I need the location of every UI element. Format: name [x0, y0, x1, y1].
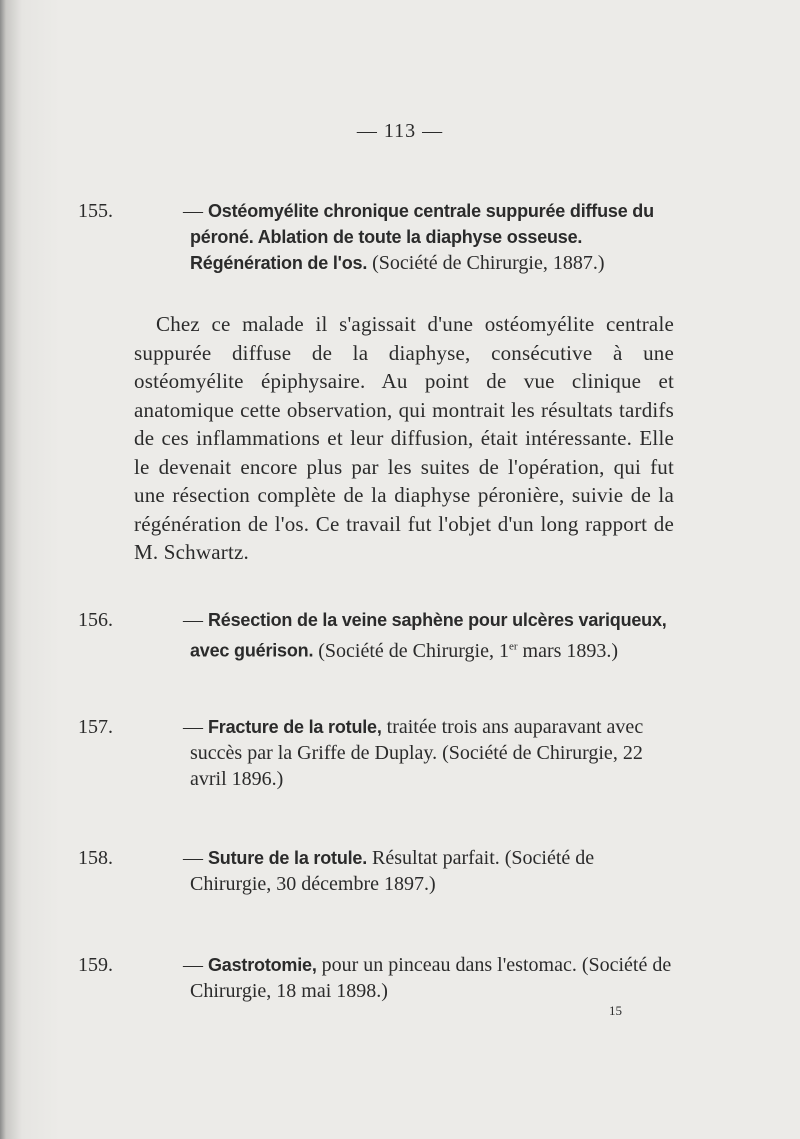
entry-number: 158. — [78, 847, 113, 869]
entry-dash: — — [183, 716, 203, 738]
entry-157 — [78, 714, 674, 792]
entry-dash: — — [183, 954, 203, 976]
entry-reference: (Société de Chirurgie, 1er mars 1893.) — [318, 639, 619, 662]
entry-reference: Résultat parfait. (Société de Chirurgie, 30 décembre 1897.) — [190, 847, 595, 895]
body-paragraph: Chez ce malade il s'agissait d'une ostéomyélite centrale suppurée diffuse de la diaphyse, consécutive à une ostéomyélite épiphysaire. Au point de vue clinique et anatomique cette observation, qui montrait les résultats tardifs de ces inflammations et leur diffusion, était intéressante. Elle le devenait encore plus par les suites de l'opération, qui fut une résection complète de la diaphyse péronière, suivie de la régénération de l'os. Ce travail fut l'objet d'un long rapport de M. Schwartz. — [134, 312, 674, 564]
entry-reference: (Société de Chirurgie, 1887.) — [372, 252, 605, 274]
page-number: — 113 — — [356, 120, 444, 142]
entry-158 — [78, 845, 674, 897]
entry-number: 159. — [78, 954, 113, 976]
entry-number: 156. — [78, 609, 113, 631]
entry-number: 157. — [78, 716, 113, 738]
entry-dash: — — [183, 847, 203, 869]
entry-dash: — — [183, 200, 203, 222]
entry-title: Résection de la veine saphène pour ulcères variqueux, avec guérison. — [190, 610, 667, 661]
signature-mark: 15 — [609, 1003, 622, 1018]
entry-title: Fracture de la rotule, — [208, 717, 382, 737]
entry-reference: pour un pinceau dans l'estomac. (Société de Chirurgie, 18 mai 1898.) — [190, 954, 672, 1002]
entry-reference: traitée trois ans auparavant avec succès par la Griffe de Duplay. (Société de Chirurgie, 22 avril 1896.) — [190, 716, 644, 790]
entry-title: Suture de la rotule. — [208, 848, 368, 868]
entry-number: 155. — [78, 200, 113, 222]
entry-155 — [78, 198, 674, 276]
entry-dash: — — [183, 609, 203, 631]
entry-title: Gastrotomie, — [208, 955, 317, 975]
entry-title: Ostéomyélite chronique centrale suppurée diffuse du péroné. Ablation de toute la diaphyse osseuse. Régénération de l'os. — [190, 201, 654, 273]
entry-156 — [78, 607, 674, 664]
entry-159 — [78, 952, 674, 1004]
